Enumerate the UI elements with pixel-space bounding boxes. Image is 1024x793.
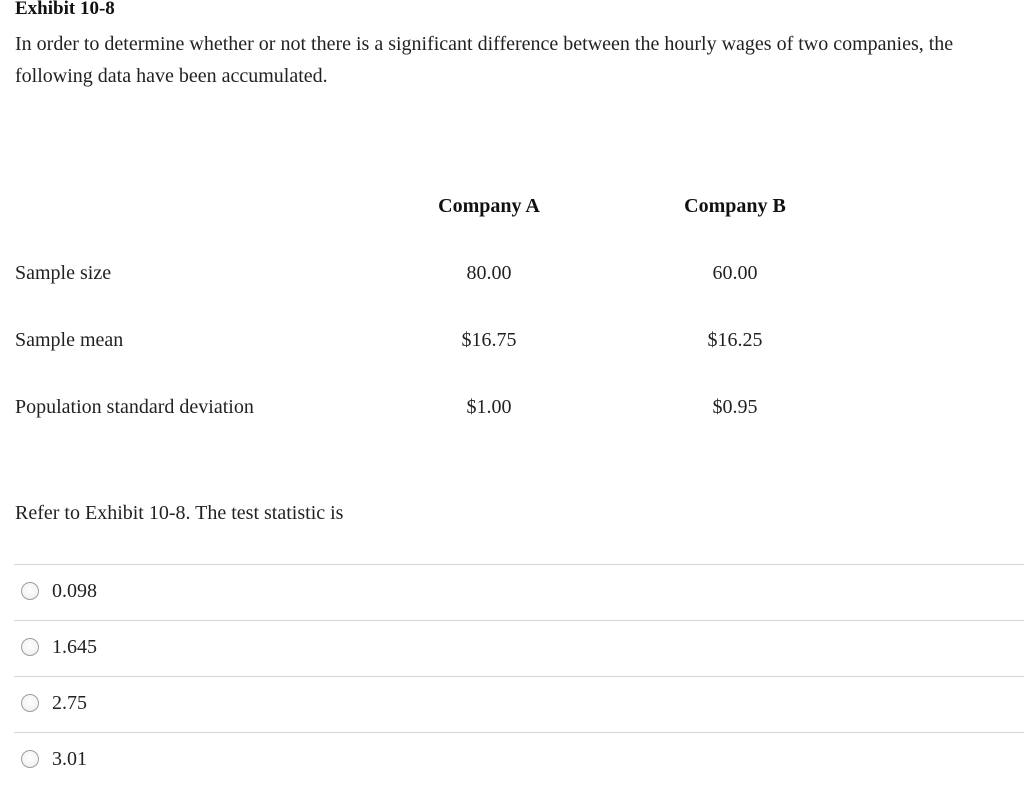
cell-population-sd-b: $0.95 [712, 396, 758, 418]
radio-button-icon[interactable] [21, 694, 39, 712]
exhibit-title: Exhibit 10-8 [15, 0, 115, 19]
row-label-sample-size: Sample size [15, 262, 112, 284]
exhibit-intro: In order to determine whether or not there is a significant difference between the hourly wages of two companies, the following data have been accumulated. [15, 33, 954, 87]
answer-option-label: 1.645 [52, 636, 97, 658]
cell-sample-mean-b: $16.25 [707, 329, 763, 351]
answer-option-4[interactable] [14, 732, 1024, 793]
answer-option-label: 0.098 [52, 580, 97, 602]
radio-button-icon[interactable] [21, 638, 39, 656]
answer-option-label: 2.75 [52, 692, 87, 714]
answer-option-1[interactable] [14, 564, 1024, 620]
question-text: Refer to Exhibit 10-8. The test statistic is [15, 502, 344, 524]
answer-option-label: 3.01 [52, 748, 87, 770]
radio-button-icon[interactable] [21, 750, 39, 768]
column-header-company-b: Company B [684, 195, 786, 217]
radio-button-icon[interactable] [21, 582, 39, 600]
answer-option-2[interactable] [14, 620, 1024, 676]
cell-sample-size-b: 60.00 [712, 262, 758, 284]
cell-sample-mean-a: $16.75 [461, 329, 517, 351]
cell-population-sd-a: $1.00 [466, 396, 512, 418]
column-header-company-a: Company A [438, 195, 540, 217]
answer-option-3[interactable] [14, 676, 1024, 732]
answer-options [14, 564, 1024, 793]
row-label-population-sd: Population standard deviation [15, 396, 254, 418]
row-label-sample-mean: Sample mean [15, 329, 124, 351]
cell-sample-size-a: 80.00 [466, 262, 512, 284]
